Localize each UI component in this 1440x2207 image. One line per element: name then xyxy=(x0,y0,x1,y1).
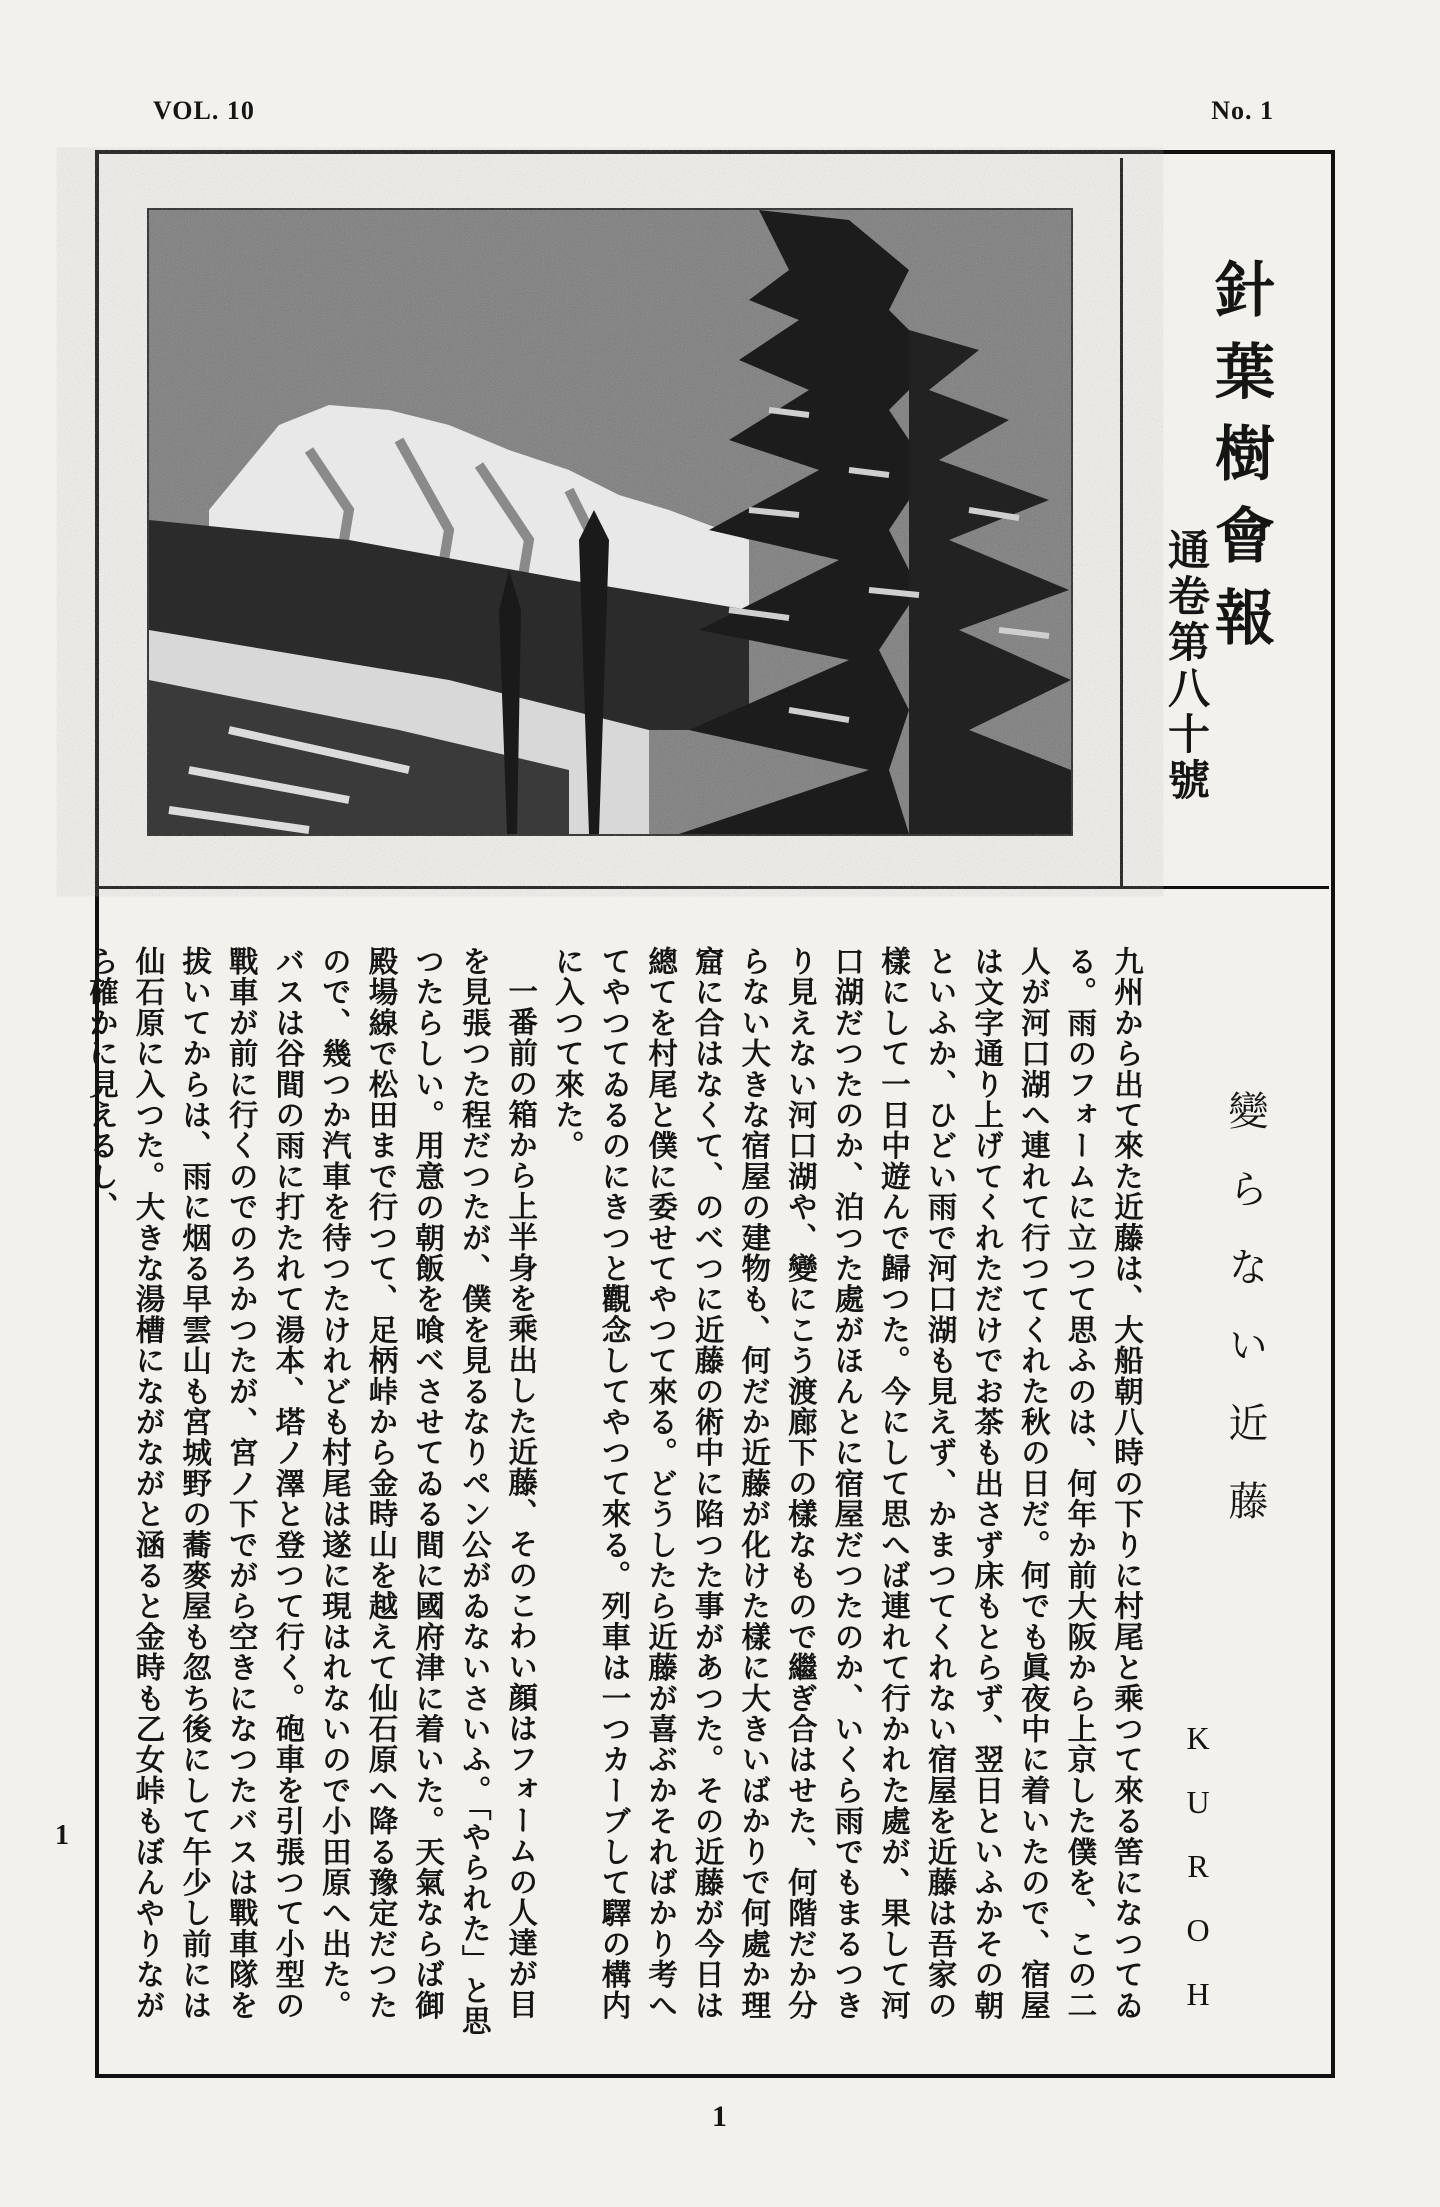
article-author: KUROH xyxy=(1180,1720,1216,2040)
article-paragraph: 九州から出て來た近藤は、大船朝八時の下りに村尾と乘つて來る筈になつてゐる。雨のフォームに立つて思ふのは、何年か前大阪から上京した僕を、この二人が河口湖へ連れて行つてくれた秋の日だ。何でも眞夜中に着いたので、宿屋は文字通り上げてくれただけでお茶も出さず床もとらず、翌日といふかその朝といふか、ひどい雨で河口湖も見えず、かまつてくれない宿屋を近藤は吾家の樣にして一日中遊んで歸つた。今にして思へば連れて行かれた處が、果して河口湖だつたのか、泊つた處がほんとに宿屋だつたのか、いくら雨でもまるつきり見えない河口湖や、變にこう渡廊下の樣なもので繼ぎ合はせた、何階だか分らない大きな宿屋の建物も、何だか近藤が化けた樣に大きいばかりで何處か理窟に合はなくて、のべつに近藤の術中に陷つた事があつた。その近藤が今日は總てを村尾と僕に委せてやつて來る。どうしたら近藤が喜ぶかそればかり考へてやつてゐるのにきつと觀念してやつて來る。列車は一つカーブして驛の構内に入つて來た。 xyxy=(550,946,1145,2021)
margin-mark: 1 xyxy=(55,1820,69,1851)
section-divider xyxy=(99,886,1329,889)
page-number: 1 xyxy=(712,2100,727,2133)
article-body xyxy=(84,946,1150,2046)
magazine-title: 針葉樹會報 xyxy=(1205,258,1275,668)
mountain-landscape-image xyxy=(149,210,1071,834)
article-title: 變らない近藤 xyxy=(1222,1090,1268,1558)
masthead-divider xyxy=(1120,158,1123,886)
issue-label: 通卷第八十號 xyxy=(1162,528,1211,804)
volume-label: VOL. 10 xyxy=(153,96,255,125)
issue-number-label: No. 1 xyxy=(1211,96,1274,125)
article-paragraph: 一番前の箱から上半身を乘出した近藤、そのこわい顔はフォームの人達が目を見張つた程だつたが、僕を見るなりペン公がゐないさいふ。「やられた」と思つたらしい。用意の朝飯を喰べさせてゐる間に國府津に着いた。天氣ならば御殿場線で松田まで行つて、足柄峠から金時山を越えて仙石原へ降る豫定だつたので、幾つか汽車を待つたけれども村尾は遂に現はれないので小田原へ出た。バスは谷間の雨に打たれて湯本、塔ノ澤と登つて行く。砲車を引張つて小型の戰車が前に行くのでのろかつたが、宮ノ下でがら空きになつたバスは戰車隊を拔いてからは、雨に烟る早雲山も宮城野の蕎麥屋も忽ち後にして午少し前には仙石原に入つた。大きな湯槽にながながと涵ると金時も乙女峠もぼんやりながら確かに見えるし、 xyxy=(84,946,540,2037)
cover-illustration xyxy=(147,208,1073,836)
